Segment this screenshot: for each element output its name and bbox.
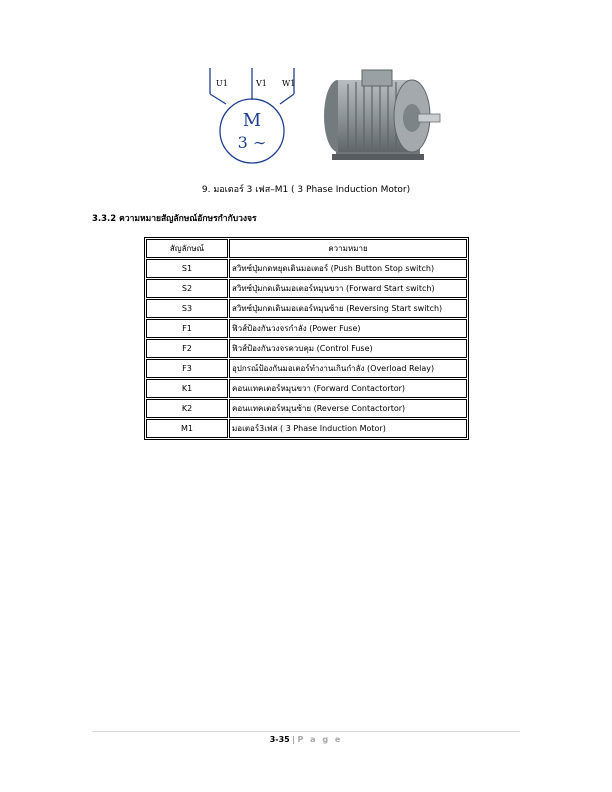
figure-caption: 9. มอเตอร์ 3 เฟส–M1 ( 3 Phase Induction Motor) [201, 185, 411, 195]
page-label: P a g e [297, 735, 343, 744]
table-row [146, 419, 467, 438]
table-row [146, 279, 467, 298]
table-row [146, 379, 467, 398]
symbol-cell: F2 [146, 339, 228, 358]
symbol-cell: F1 [146, 319, 228, 338]
meaning-cell: คอนแทคเตอร์หมุนซ้าย (Reverse Contactortor) [229, 399, 467, 418]
meaning-cell: อุปกรณ์ป้องกันมอเตอร์ทำงานเกินกำลัง (Overload Relay) [229, 359, 467, 378]
meaning-cell: ฟิวส์ป้องกันวงจรควบคุม (Control Fuse) [229, 339, 467, 358]
footer-divider [92, 731, 520, 732]
motor-letter: M [242, 110, 262, 131]
header-symbol: สัญลักษณ์ [146, 239, 228, 258]
table-row [146, 299, 467, 318]
meaning-cell: คอนแทคเตอร์หมุนขวา (Forward Contactortor) [229, 379, 467, 398]
meaning-cell: สวิทซ์ปุ่มกดเดินมอเตอร์หมุนขวา (Forward Start switch) [229, 279, 467, 298]
meaning-cell: สวิทซ์ปุ่มกดเดินมอเตอร์หมุนซ้าย (Reversing Start switch) [229, 299, 467, 318]
symbol-meaning-table [144, 237, 469, 440]
motor-phase-label: 3 ∼ [237, 133, 267, 152]
table-row [146, 319, 467, 338]
motor-symbol-diagram [200, 64, 310, 174]
symbol-cell: K2 [146, 399, 228, 418]
table-row [146, 259, 467, 278]
header-meaning: ความหมาย [229, 239, 467, 258]
table-body [146, 259, 467, 438]
section-heading: 3.3.2 ความหมายสัญลักษณ์อักษรกำกับวงจร [92, 214, 257, 224]
terminal-v1-label: V1 [256, 79, 267, 88]
table-row [146, 359, 467, 378]
table-row [146, 399, 467, 418]
table-row [146, 339, 467, 358]
symbol-cell: S3 [146, 299, 228, 318]
meaning-cell: สวิทซ์ปุ่มกดหยุดเดินมอเตอร์ (Push Button Stop switch) [229, 259, 467, 278]
footer-separator: | [292, 735, 295, 744]
meaning-cell: ฟิวส์ป้องกันวงจรกำลัง (Power Fuse) [229, 319, 467, 338]
symbol-cell: K1 [146, 379, 228, 398]
symbol-cell: S2 [146, 279, 228, 298]
meaning-cell: มอเตอร์3เฟส ( 3 Phase Induction Motor) [229, 419, 467, 438]
symbol-cell: S1 [146, 259, 228, 278]
symbol-cell: F3 [146, 359, 228, 378]
terminal-u1-label: U1 [216, 79, 228, 88]
motor-photo [318, 66, 446, 170]
terminal-w1-label: W1 [282, 79, 296, 88]
page-number: 3-35 [269, 735, 290, 744]
page-footer [0, 735, 612, 744]
table-header-row [146, 239, 467, 258]
symbol-cell: M1 [146, 419, 228, 438]
